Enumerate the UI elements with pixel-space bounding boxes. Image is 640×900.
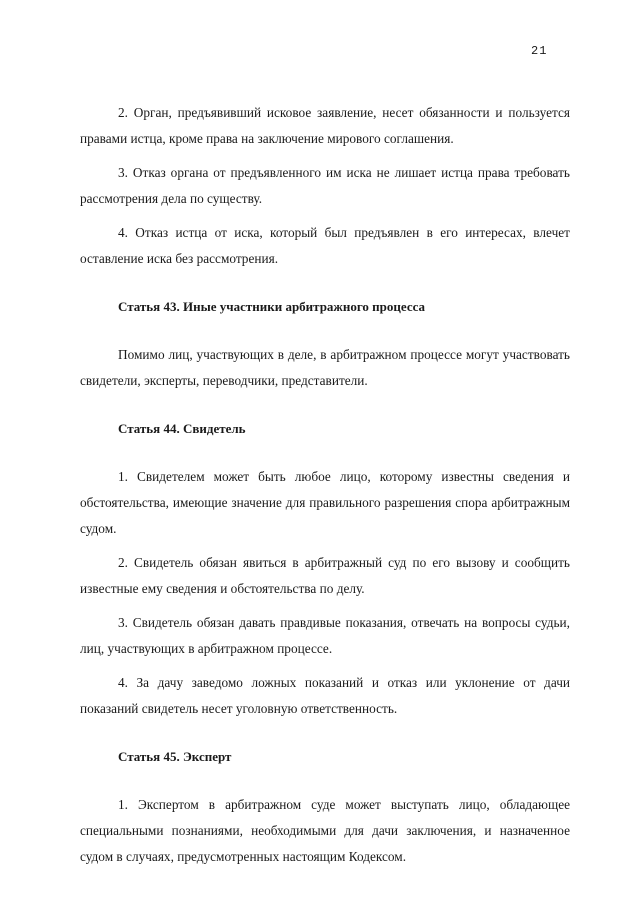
article-43	[80, 294, 570, 394]
paragraph: Помимо лиц, участвующих в деле, в арбитражном процессе могут участвовать свидетели, эксперты, переводчики, представители.	[80, 347, 570, 388]
paragraph: 3. Свидетель обязан давать правдивые показания, отвечать на вопросы судьи, лиц, участвующих в арбитражном процессе.	[80, 615, 570, 656]
paragraph: 2. Орган, предъявивший исковое заявление, несет обязанности и пользуется правами истца, кроме права на заключение мирового соглашения.	[80, 105, 570, 146]
article-45	[80, 744, 570, 870]
article-heading: Статья 45. Эксперт	[118, 749, 232, 764]
article-44	[80, 416, 570, 722]
paragraph: 2. Свидетель обязан явиться в арбитражный суд по его вызову и сообщить известные ему сведения и обстоятельства по делу.	[80, 555, 570, 596]
paragraph: 4. Отказ истца от иска, который был предъявлен в его интересах, влечет оставление иска без рассмотрения.	[80, 225, 570, 266]
paragraph: 3. Отказ органа от предъявленного им иска не лишает истца права требовать рассмотрения дела по существу.	[80, 165, 570, 206]
article-heading: Статья 44. Свидетель	[118, 421, 246, 436]
paragraph: 4. За дачу заведомо ложных показаний и отказ или уклонение от дачи показаний свидетель несет уголовную ответственность.	[80, 675, 570, 716]
page-number: 21	[531, 44, 548, 58]
document-body	[80, 100, 570, 878]
article-42-continued	[80, 100, 570, 272]
article-heading: Статья 43. Иные участники арбитражного процесса	[118, 299, 426, 314]
paragraph: 1. Экспертом в арбитражном суде может выступать лицо, обладающее специальными познаниями, необходимыми для дачи заключения, и назначенное судом в случаях, предусмотренных настоящим Кодексом.	[80, 797, 570, 864]
paragraph: 1. Свидетелем может быть любое лицо, которому известны сведения и обстоятельства, имеющие значение для правильного разрешения спора арбитражным судом.	[80, 469, 570, 536]
